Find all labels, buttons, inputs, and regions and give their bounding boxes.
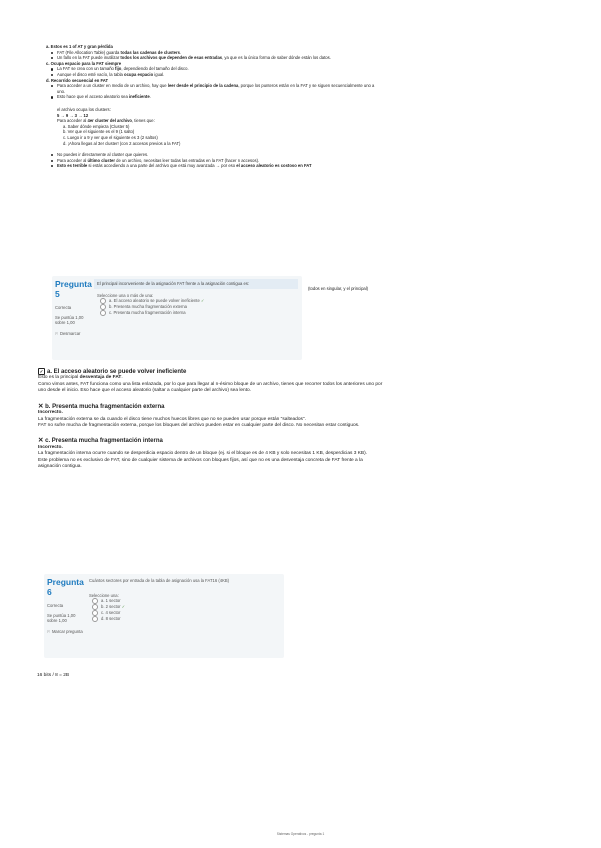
check-icon: ✓ [200,298,205,304]
question-label: Pregunta [55,279,92,289]
list-c [46,66,376,77]
cross-icon: ✕ [38,402,44,410]
example-intro: el archivo ocupa los clusters: [57,106,111,112]
question-info-panel [47,577,83,634]
list-item: Para acceder al último cluster de un archivo, necesitas leer todas las entradas en la FAT (hacer n accesos). [57,158,376,164]
question-info-panel [55,279,91,336]
answer-explanations [38,368,383,470]
list-item: Para acceder a un cluster en medio de un archivo, hay que leer desde el principio de la cadena, porque los punteros están en la FAT y se siguen secuencialmente uno a uno. [57,83,375,94]
answer-option-a[interactable]: a. 1 sector [86,598,280,604]
option-c-incorrect: Incorrecto. [38,444,63,450]
answer-option-b[interactable]: b. 2 sector ✓ [86,604,280,610]
option-b-title: ✕ b. Presenta mucha fragmentación externa [38,402,165,410]
answer-prompt: Seleccione una: [89,592,119,598]
option-c-line1: La fragmentación interna ocurre cuando se desperdicia espacio dentro de un bloque (ej. si el bloque es de 4 KB y solo necesitas 1 KB, desperdicias 3 KB). [38,451,368,457]
answer-option-c[interactable]: c. Presenta mucha fragmentación interna [94,310,298,316]
side-note: (todos en singular, y el principal) [308,286,369,291]
checkbox-checked-icon: ✓ [39,369,44,374]
question-score: Se puntúa 1,00 sobre 1,00 [47,612,76,624]
question-status: Correcta [47,603,64,608]
list-item: No puedes ir directamente al cluster que quieres. [57,152,376,158]
page-footer: Sistemas Operativos - pregunta 1 [276,832,325,836]
question-5-card [52,276,302,360]
example-block [46,107,376,146]
flag-icon: ⚐ [47,628,51,634]
heading-d: d. Recorrido secuencial en FAT [46,77,109,83]
radio-icon[interactable] [92,616,98,622]
question-score: Se puntúa 1,00 sobre 1,00 [55,314,84,326]
option-c-title: ✕ c. Presenta mucha fragmentación interna [38,437,163,445]
check-icon: ✓ [121,604,126,610]
list-item: a. Saber dónde empieza (Cluster 5) [63,123,130,129]
list-item: Esto hace que el acceso aleatorio sea ineficiente. [57,94,376,100]
section-fat-disadvantages [46,44,376,169]
cross-icon: ✕ [38,437,44,445]
flag-question-button[interactable]: ⚐ Marcar pregunta [47,628,83,634]
option-a-line1: Esto es la principal desventaja de FAT. [38,375,123,381]
list-item: FAT (File Allocation Table) guarda todas las cadenas de clusters. [57,50,376,56]
question-label: Pregunta [47,577,84,587]
list-item: Esto es terrible si estás accediendo a una parte del archivo que está muy avanzada → por eso el acceso aleatorio es costoso en FAT [57,163,376,169]
option-b-line2: FAT no sufre mucha de fragmentación externa, porque los bloques del archivo pueden estar en cualquier parte del disco. No necesitan estar contiguos. [38,422,360,428]
flag-question-button[interactable]: ⚐ Desmarcar [55,330,81,336]
question-text: Cuántos sectores por entrada de la tabla de asignación usa la FAT16 (4KB) [89,578,230,583]
question-number: 6 [47,587,52,597]
option-a-title: ✓ a. El acceso aleatorio se puede volver ineficiente [39,369,187,376]
option-a-line2: Como vimos antes, FAT funciona como una lista enlazada, por lo que para llegar al n-ésimo bloque de un archivo, tienes que recorrer todos los anteriores uno por uno desde el inicio. Eso hace que el acceso aleatorio (saltar a cualquier parte del archivo) sea lento. [38,381,383,394]
list-item: Un fallo en la FAT puede inutilizar todos los archivos que dependen de esas entradas, ya que es la única forma de saber dónde están los datos. [57,55,376,61]
answer-option-c[interactable]: c. 4 sector [86,610,280,616]
list-item: Aunque el disco esté vacío, la tabla ocupa espacio igual. [57,72,376,78]
heading-a: a. Estos es 1 of AT y gran pérdida [46,44,113,49]
tail-list [46,152,376,169]
question-status: Correcta [55,305,72,310]
option-b-line1: La fragmentación externa se da cuando el disco tiene muchos huecos libres que no se pueden usar porque están "salteados". [38,416,306,422]
question-text: El principal inconveniente de la asignación FAT frente a la asignación contigua es: [94,279,298,289]
answer-prompt: Seleccione una o más de una: [97,292,154,298]
question-body [86,577,280,622]
question-6-card [44,574,284,658]
list-d [46,83,376,100]
answer-option-a[interactable]: a. El acceso aleatorio se puede volver ineficiente ✓ [94,298,298,304]
option-b-incorrect: Incorrecto. [38,410,63,416]
example-chain: 5 → 9 → 3 → 12 [57,112,89,118]
list-item: d. ¡Ahora llegas al 3er cluster! (con 2 accesos previos a la FAT) [63,140,181,146]
answer-option-b[interactable]: b. Presenta mucha fragmentación externa [94,304,298,310]
list-a [46,50,376,61]
option-c-line2: Este problema no es exclusivo de FAT, sino de cualquier sistema de archivos con bloques fijos, así que no es una desventaja concreta de FAT frente a la asignación contigua. [38,457,363,469]
steps-list [57,124,376,146]
example-goal: Para acceder al 4er cluster del archivo, tienes que: [57,118,155,124]
flag-icon: ⚐ [55,330,59,336]
answer-option-d[interactable]: d. 8 sector [86,616,280,622]
list-item: b. Ver que el siguiente es el 9 (1 salto) [63,129,135,135]
heading-c: c. Ocupa espacio para la FAT siempre [46,60,122,66]
checkbox-icon[interactable] [100,310,106,316]
list-item: La FAT se crea con un tamaño fijo, dependiendo del tamaño del disco. [57,66,376,72]
question-number: 5 [55,289,60,299]
question-body [94,279,298,316]
calculation-note: 16 bits / 8 = 2B [37,673,70,678]
list-item: c. Luego ir a 9 y ver que el siguiente es 3 (2 saltos) [63,134,158,140]
